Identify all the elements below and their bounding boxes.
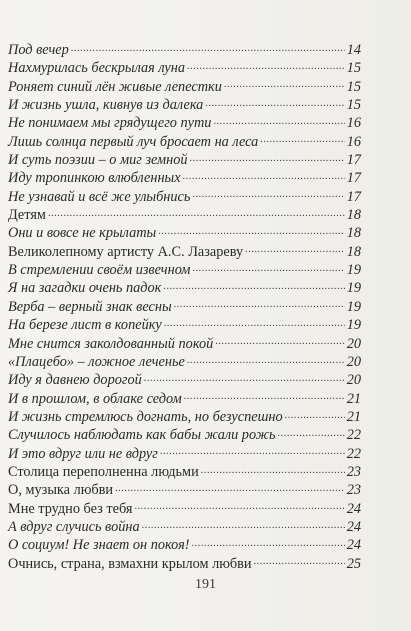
toc-entry-page: 15 xyxy=(346,60,361,77)
toc-dot-leader xyxy=(224,79,345,91)
toc-entry xyxy=(8,463,361,481)
toc-entry-title: Верба – верный знак весны xyxy=(8,298,172,315)
toc-entry-title: Иду я давнею дорогой xyxy=(8,372,142,389)
toc-entry xyxy=(8,353,361,371)
toc-dot-leader xyxy=(190,152,345,164)
toc-entry-page: 15 xyxy=(346,97,361,114)
toc-entry-page: 19 xyxy=(346,298,361,315)
toc-entry-page: 14 xyxy=(346,42,361,58)
toc-dot-leader xyxy=(174,299,345,311)
toc-dot-leader xyxy=(160,446,345,458)
toc-entry-page: 18 xyxy=(346,207,361,224)
toc-dot-leader xyxy=(260,134,344,146)
toc-dot-leader xyxy=(192,262,344,274)
toc-entry xyxy=(8,96,361,114)
toc-entry xyxy=(8,445,361,463)
toc-dot-leader xyxy=(192,537,345,549)
toc-entry-page: 22 xyxy=(346,445,361,462)
toc-entry-title: И суть поэзии – о миг земной xyxy=(8,152,188,169)
toc-dot-leader xyxy=(213,115,344,127)
toc-entry xyxy=(8,78,361,96)
toc-entry-page: 16 xyxy=(346,133,361,150)
toc-entry-page: 17 xyxy=(346,170,361,187)
toc-dot-leader xyxy=(285,409,345,421)
toc-dot-leader xyxy=(205,97,344,109)
toc-entry-page: 21 xyxy=(346,408,361,425)
toc-entry-page: 23 xyxy=(346,463,361,480)
toc-entry-title: И это вдруг или не вдруг xyxy=(8,445,158,462)
toc-entry xyxy=(8,224,361,242)
toc-entry xyxy=(8,151,361,169)
toc-entry-page: 21 xyxy=(346,390,361,407)
toc-entry-title: На березе лист в копейку xyxy=(8,317,162,334)
toc-entry-title: Случилось наблюдать как бабы жали рожь xyxy=(8,427,276,444)
toc-dot-leader xyxy=(71,42,345,54)
toc-dot-leader xyxy=(184,391,345,403)
toc-entry-title: Иду тропинкою влюбленных xyxy=(8,170,181,187)
toc-entry xyxy=(8,500,361,518)
toc-entry-title: «Плацебо» – ложное леченье xyxy=(8,353,185,370)
page-number: 191 xyxy=(195,577,216,592)
toc-entry xyxy=(8,41,361,59)
toc-entry xyxy=(8,59,361,77)
toc-entry xyxy=(8,555,361,573)
toc-entry xyxy=(8,481,361,499)
toc-entry xyxy=(8,279,361,297)
toc-dot-leader xyxy=(201,464,345,476)
toc-entry-title: Столица переполненна людьми xyxy=(8,463,199,480)
toc-entry-page: 17 xyxy=(346,152,361,169)
toc-entry-page: 20 xyxy=(346,335,361,352)
toc-dot-leader xyxy=(183,170,345,182)
toc-entry-title: Не понимаем мы грядущего пути xyxy=(8,115,212,132)
toc-entry-title: Лишь солнца первый луч бросает на леса xyxy=(8,133,259,150)
toc-entry xyxy=(8,206,361,224)
toc-entry-title: И в прошлом, в облаке седом xyxy=(8,390,182,407)
toc-entry-title: О, музыка любви xyxy=(8,482,114,499)
toc-entry-page: 16 xyxy=(346,115,361,132)
toc-entry-title: Мне трудно без тебя xyxy=(8,500,133,517)
toc-dot-leader xyxy=(115,482,345,494)
toc-entry-title: А вдруг случись война xyxy=(8,518,140,535)
toc-entry-page: 20 xyxy=(346,372,361,389)
toc-entry-title: Роняет синий лён живые лепестки xyxy=(8,78,222,95)
toc-entry xyxy=(8,243,361,261)
toc-entry-page: 18 xyxy=(346,243,361,260)
toc-entry-title: И жизнь стремлюсь догнать, но безуспешно xyxy=(8,408,283,425)
toc-dot-leader xyxy=(254,556,345,568)
toc-entry xyxy=(8,114,361,132)
toc-dot-leader xyxy=(187,60,345,72)
toc-entry-title: Мне снится заколдованный покой xyxy=(8,335,214,352)
toc-entry xyxy=(8,298,361,316)
toc-entry-page: 24 xyxy=(346,518,361,535)
toc-entry-page: 18 xyxy=(346,225,361,242)
toc-dot-leader xyxy=(134,501,344,513)
toc-entry-title: Под вечер xyxy=(8,42,69,58)
toc-dot-leader xyxy=(164,317,345,329)
toc-entry-page: 19 xyxy=(346,262,361,279)
toc-entry-page: 24 xyxy=(346,537,361,554)
toc-entry xyxy=(8,390,361,408)
toc-entry-page: 20 xyxy=(346,353,361,370)
table-of-contents xyxy=(8,41,361,573)
toc-entry xyxy=(8,188,361,206)
toc-dot-leader xyxy=(142,519,345,531)
toc-entry-page: 17 xyxy=(346,188,361,205)
toc-entry-page: 19 xyxy=(346,280,361,297)
toc-entry-title: И жизнь ушла, кивнув из далека xyxy=(8,97,204,114)
toc-dot-leader xyxy=(163,280,344,292)
toc-entry xyxy=(8,169,361,187)
toc-entry-title: Великолепному артисту А.С. Лазареву xyxy=(8,243,244,260)
toc-entry xyxy=(8,426,361,444)
toc-entry-title: Детям xyxy=(8,207,46,224)
toc-entry-page: 25 xyxy=(346,555,361,572)
toc-entry-page: 15 xyxy=(346,78,361,95)
toc-entry-title: Очнись, страна, взмахни крылом любви xyxy=(8,555,252,572)
toc-dot-leader xyxy=(48,207,345,219)
toc-entry xyxy=(8,133,361,151)
toc-entry xyxy=(8,371,361,389)
toc-entry-title: Нахмурилась бескрылая луна xyxy=(8,60,186,77)
toc-entry-page: 23 xyxy=(346,482,361,499)
toc-dot-leader xyxy=(278,427,345,439)
toc-dot-leader xyxy=(245,244,345,256)
toc-entry-title: Они и вовсе не крылаты xyxy=(8,225,157,242)
toc-entry xyxy=(8,261,361,279)
toc-entry xyxy=(8,408,361,426)
toc-dot-leader xyxy=(144,372,345,384)
toc-entry xyxy=(8,518,361,536)
toc-entry xyxy=(8,316,361,334)
toc-dot-leader xyxy=(192,189,344,201)
toc-entry xyxy=(8,335,361,353)
toc-entry xyxy=(8,536,361,554)
toc-dot-leader xyxy=(215,336,344,348)
toc-dot-leader xyxy=(158,225,344,237)
toc-entry-title: Не узнавай и всё же улыбнись xyxy=(8,188,191,205)
toc-entry-title: О социум! Не знает он покоя! xyxy=(8,537,190,554)
toc-entry-page: 22 xyxy=(346,427,361,444)
toc-entry-title: Я на загадки очень падок xyxy=(8,280,162,297)
toc-dot-leader xyxy=(187,354,345,366)
toc-entry-title: В стремлении своём извечном xyxy=(8,262,191,279)
toc-entry-page: 19 xyxy=(346,317,361,334)
toc-entry-page: 24 xyxy=(346,500,361,517)
